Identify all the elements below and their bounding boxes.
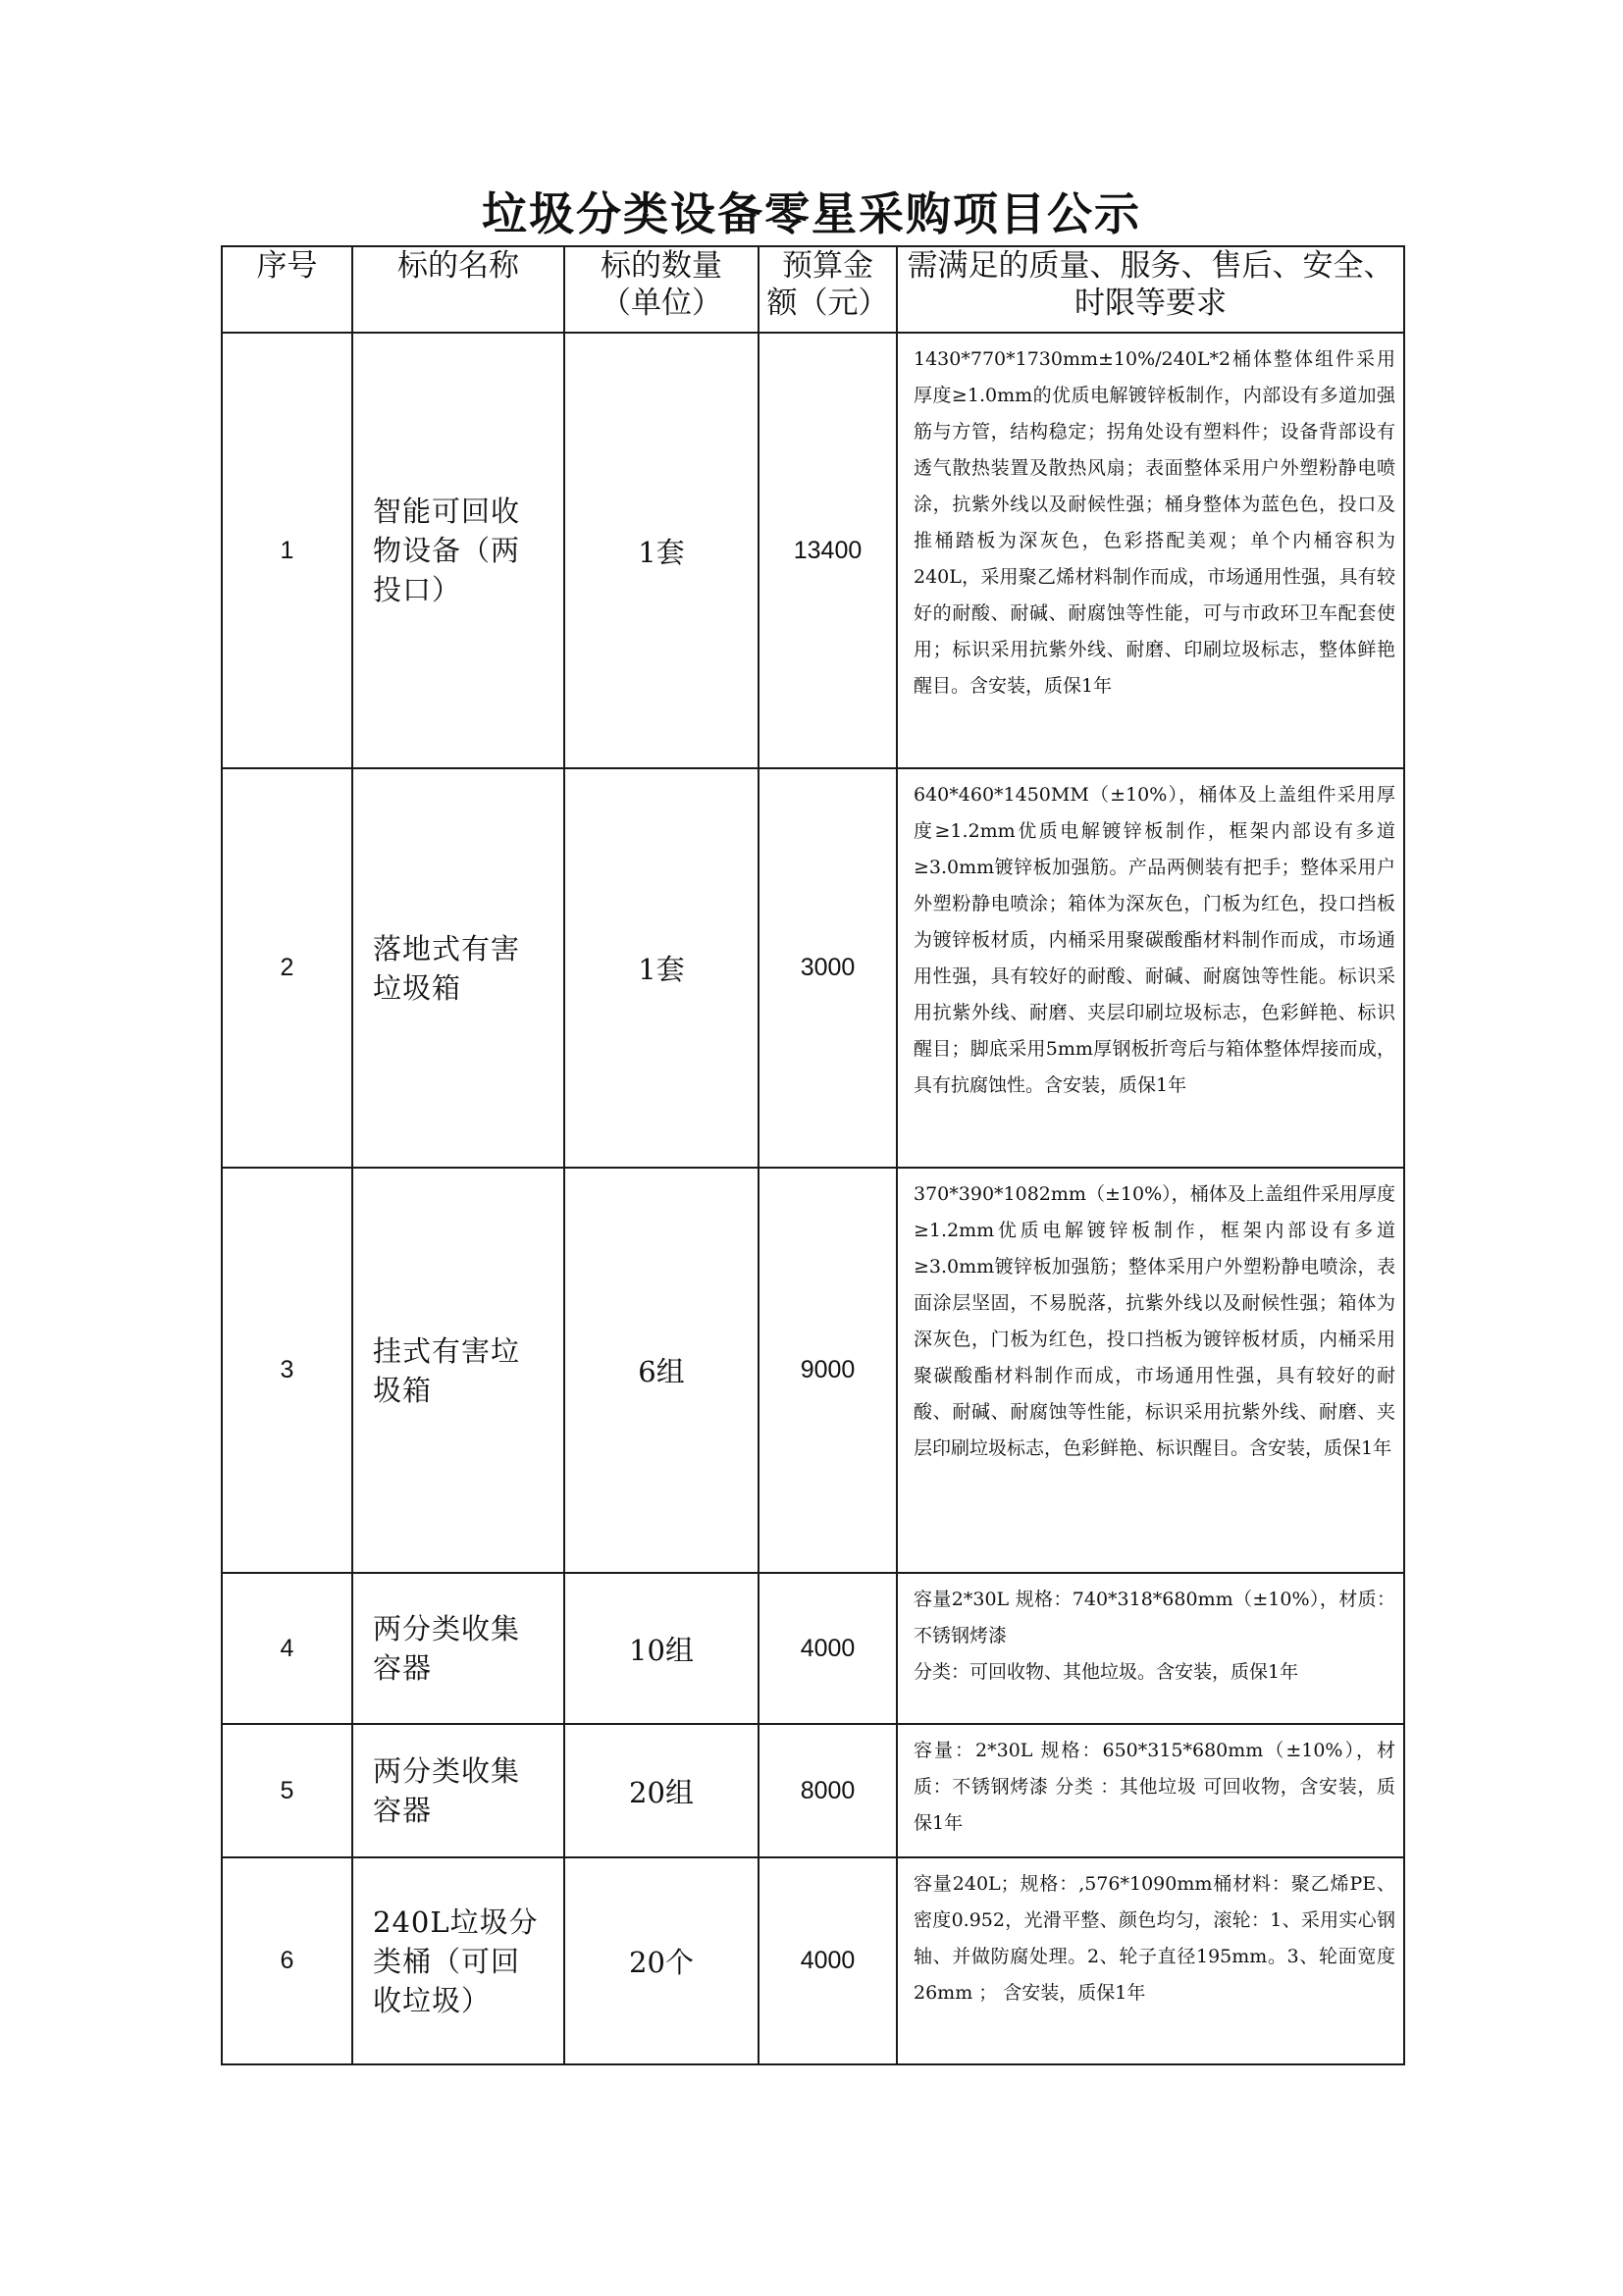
row-name: 两分类收集容器 [352, 1573, 564, 1724]
table-row [222, 1724, 1404, 1857]
row-requirements: 容量240L；规格：,576*1090mm桶材料：聚乙烯PE、密度0.952，光滑平整、颜色均匀，滚轮：1、采用实心钢轴、并做防腐处理。2、轮子直径195mm。3、轮面宽度26mm ； 含安装，质保1年 [897, 1857, 1404, 2064]
row-index: 3 [222, 1168, 352, 1573]
row-index: 5 [222, 1724, 352, 1857]
row-requirements: 容量：2*30L 规格：650*315*680mm（±10%），材质：不锈钢烤漆 分类 ：其他垃圾 可回收物，含安装，质保1年 [897, 1724, 1404, 1857]
table-row [222, 1573, 1404, 1724]
requirements-line: 分类：可回收物、其他垃圾。含安装，质保1年 [914, 1661, 1299, 1683]
row-requirements: 370*390*1082mm（±10%），桶体及上盖组件采用厚度≥1.2mm优质电解镀锌板制作，框架内部设有多道≥3.0mm镀锌板加强筋；整体采用户外塑粉静电喷涂，表面涂层坚固，不易脱落，抗紫外线以及耐候性强；箱体为深灰色，门板为红色，投口挡板为镀锌板材质，内桶采用聚碳酸酯材料制作而成，市场通用性强，具有较好的耐酸、耐碱、耐腐蚀等性能，标识采用抗紫外线、耐磨、夹层印刷垃圾标志，色彩鲜艳、标识醒目。含安装，质保1年 [897, 1168, 1404, 1573]
row-budget: 13400 [759, 333, 897, 768]
row-quantity: 1套 [564, 333, 759, 768]
row-budget: 4000 [759, 1857, 897, 2064]
header-requirements: 需满足的质量、服务、售后、安全、 时限等要求 [897, 246, 1404, 333]
header-name: 标的名称 [352, 246, 564, 333]
row-index: 1 [222, 333, 352, 768]
procurement-table [221, 245, 1405, 2065]
table-row [222, 768, 1404, 1168]
row-name: 两分类收集容器 [352, 1724, 564, 1857]
header-index: 序号 [222, 246, 352, 333]
row-name: 智能可回收物设备（两投口） [352, 333, 564, 768]
row-quantity: 20组 [564, 1724, 759, 1857]
row-quantity: 6组 [564, 1168, 759, 1573]
table-row [222, 333, 1404, 768]
table-header-row [222, 246, 1404, 333]
header-quantity: 标的数量 （单位） [564, 246, 759, 333]
row-requirements [897, 1573, 1404, 1724]
row-name: 挂式有害垃圾箱 [352, 1168, 564, 1573]
row-name: 落地式有害垃圾箱 [352, 768, 564, 1168]
requirements-line: 容量2*30L 规格：740*318*680mm（±10%），材质：不锈钢烤漆 [914, 1589, 1395, 1646]
row-budget: 3000 [759, 768, 897, 1168]
row-requirements: 640*460*1450MM（±10%），桶体及上盖组件采用厚度≥1.2mm优质电解镀锌板制作，框架内部设有多道≥3.0mm镀锌板加强筋。产品两侧装有把手；整体采用户外塑粉静电喷涂；箱体为深灰色，门板为红色，投口挡板为镀锌板材质，内桶采用聚碳酸酯材料制作而成，市场通用性强，具有较好的耐酸、耐碱、耐腐蚀等性能。标识采用抗紫外线、耐磨、夹层印刷垃圾标志，色彩鲜艳、标识醒目；脚底采用5mm厚钢板折弯后与箱体整体焊接而成，具有抗腐蚀性。含安装，质保1年 [897, 768, 1404, 1168]
row-quantity: 1套 [564, 768, 759, 1168]
row-index: 4 [222, 1573, 352, 1724]
header-budget: 预算金 额（元） [759, 246, 897, 333]
table-row [222, 1168, 1404, 1573]
page-title: 垃圾分类设备零星采购项目公示 [482, 187, 1141, 240]
row-name: 240L垃圾分类桶（可回收垃圾） [352, 1857, 564, 2064]
row-quantity: 20个 [564, 1857, 759, 2064]
row-requirements: 1430*770*1730mm±10%/240L*2桶体整体组件采用厚度≥1.0mm的优质电解镀锌板制作，内部设有多道加强筋与方管，结构稳定；拐角处设有塑料件；设备背部设有透气散热装置及散热风扇；表面整体采用户外塑粉静电喷涂，抗紫外线以及耐候性强；桶身整体为蓝色色，投口及推桶踏板为深灰色，色彩搭配美观；单个内桶容积为240L，采用聚乙烯材料制作而成，市场通用性强，具有较好的耐酸、耐碱、耐腐蚀等性能，可与市政环卫车配套使用；标识采用抗紫外线、耐磨、印刷垃圾标志，整体鲜艳醒目。含安装，质保1年 [897, 333, 1404, 768]
row-quantity: 10组 [564, 1573, 759, 1724]
row-budget: 9000 [759, 1168, 897, 1573]
row-index: 2 [222, 768, 352, 1168]
table-row [222, 1857, 1404, 2064]
row-index: 6 [222, 1857, 352, 2064]
row-budget: 4000 [759, 1573, 897, 1724]
row-budget: 8000 [759, 1724, 897, 1857]
